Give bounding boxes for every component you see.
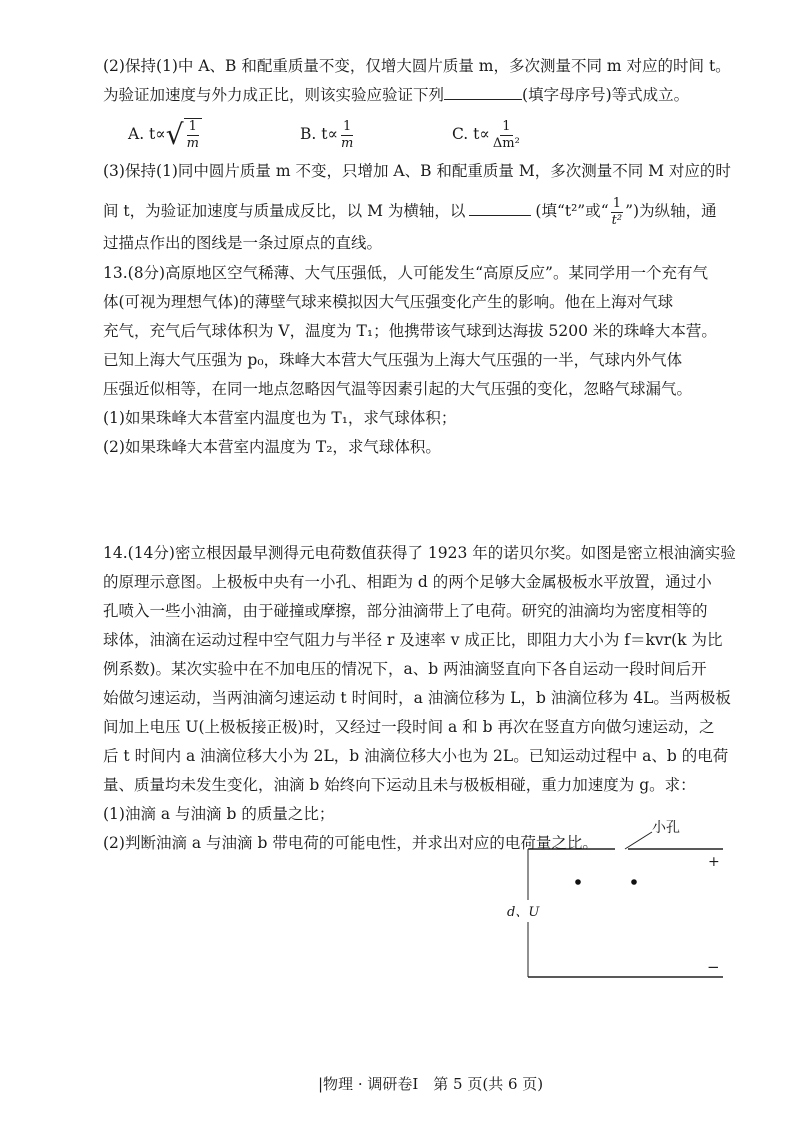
q13-line: (2)如果珠峰大本营室内温度为 T₂，求气球体积。 <box>103 438 441 456</box>
q14-line: (1)油滴 a 与油滴 b 的质量之比； <box>103 805 335 823</box>
q13-line: 已知上海大气压强为 p₀，珠峰大本营大气压强为上海大气压强的一半，气球内外气体 <box>103 351 683 369</box>
answer-blank <box>469 201 531 216</box>
q12-part2-line2-a: 为验证加速度与外力成正比，则该实验应验证下列 <box>103 86 445 104</box>
page-footer: |物理 · 调研卷Ⅰ 第 5 页(共 6 页) <box>318 1075 544 1093</box>
q14-line: 后 t 时间内 a 油滴位移大小为 2L，b 油滴位移大小也为 2L。已知运动过程中 a、b 的电荷 <box>103 747 729 765</box>
q13-line: (1)如果珠峰大本营室内温度也为 T₁，求气球体积； <box>103 409 457 427</box>
option-c: C. t∝ $\frac{1}{\text{Δm²}}$ <box>452 118 520 151</box>
q12-part2-line2-b: (填字母序号)等式成立。 <box>522 86 690 104</box>
q12-part3-line2: 间 t，为验证加速度与质量成反比，以 M 为横轴，以 (填“t²”或“ $\frac{1}{\text{t²}}$ ”)为纵轴，通 <box>103 195 717 228</box>
hole-label: 小孔 <box>652 820 680 836</box>
oil-drop-b <box>631 879 637 885</box>
q14-line: 间加上电压 U(上极板接正极)时，又经过一段时间 a 和 b 再次在竖直方向做匀速运动，之 <box>103 718 715 736</box>
q14-line: 始做匀速运动，当两油滴匀速运动 t 时间时，a 油滴位移为 L，b 油滴位移为 4L。当两极板 <box>103 689 731 707</box>
hole-pointer <box>625 832 652 849</box>
q12-part3-line1: (3)保持(1)同中圆片质量 m 不变，只增加 A、B 和配重质量 M，多次测量不同 M 对应的时 <box>103 162 731 180</box>
answer-blank <box>444 85 522 100</box>
q14-line: 的原理示意图。上极板中央有一小孔、相距为 d 的两个足够大金属极板水平放置，通过小 <box>103 573 712 591</box>
plus-label: + <box>708 854 720 870</box>
q13-line: 体(可视为理想气体)的薄壁气球来模拟因大气压强变化产生的影响。他在上海对气球 <box>103 293 674 311</box>
q12-part2-line2 <box>103 84 689 106</box>
q14-line: 孔喷入一些小油滴，由于碰撞或摩擦，部分油滴带上了电荷。研究的油滴均为密度相等的 <box>103 602 708 620</box>
q14-line: 例系数)。某次实验中在不加电压的情况下，a、b 两油滴竖直向下各自运动一段时间后开 <box>103 660 707 678</box>
q13-line: 压强近似相等，在同一地点忽略因气温等因素引起的大气压强的变化，忽略气球漏气。 <box>103 380 693 398</box>
q12-part3-line3: 过描点作出的图线是一条过原点的直线。 <box>103 234 383 252</box>
q13-line: 13.(8分)高原地区空气稀薄、大气压强低，人可能发生“高原反应”。某同学用一个充有气 <box>103 264 708 282</box>
option-b: B. t∝ $\frac{1}{m}$ <box>300 118 354 151</box>
option-a: A. t∝ √ $\frac{1}{m}$ <box>128 114 202 154</box>
millikan-diagram <box>480 812 740 992</box>
oil-drop-a <box>575 879 581 885</box>
q12-part2-line1: (2)保持(1)中 A、B 和配重质量不变，仅增大圆片质量 m，多次测量不同 m 对应的时间 t。 <box>103 57 731 75</box>
q14-line: 14.(14分)密立根因最早测得元电荷数值获得了 1923 年的诺贝尔奖。如图是密立根油滴实验 <box>103 544 736 562</box>
q13-line: 充气，充气后气球体积为 V，温度为 T₁；他携带该气球到达海拔 5200 米的珠峰大本营。 <box>103 322 717 340</box>
q14-line: 量、质量均未发生变化，油滴 b 始终向下运动且未与极板相碰，重力加速度为 g。求： <box>103 776 696 794</box>
dimension-label: d、U <box>507 905 540 920</box>
minus-label: − <box>707 958 720 976</box>
q14-line: 球体，油滴在运动过程中空气阻力与半径 r 及速率 v 成正比，即阻力大小为 f＝kvr(k 为比 <box>103 631 723 649</box>
q14-line: (2)判断油滴 a 与油滴 b 带电荷的可能电性，并求出对应的电荷量之比。 <box>103 834 598 852</box>
